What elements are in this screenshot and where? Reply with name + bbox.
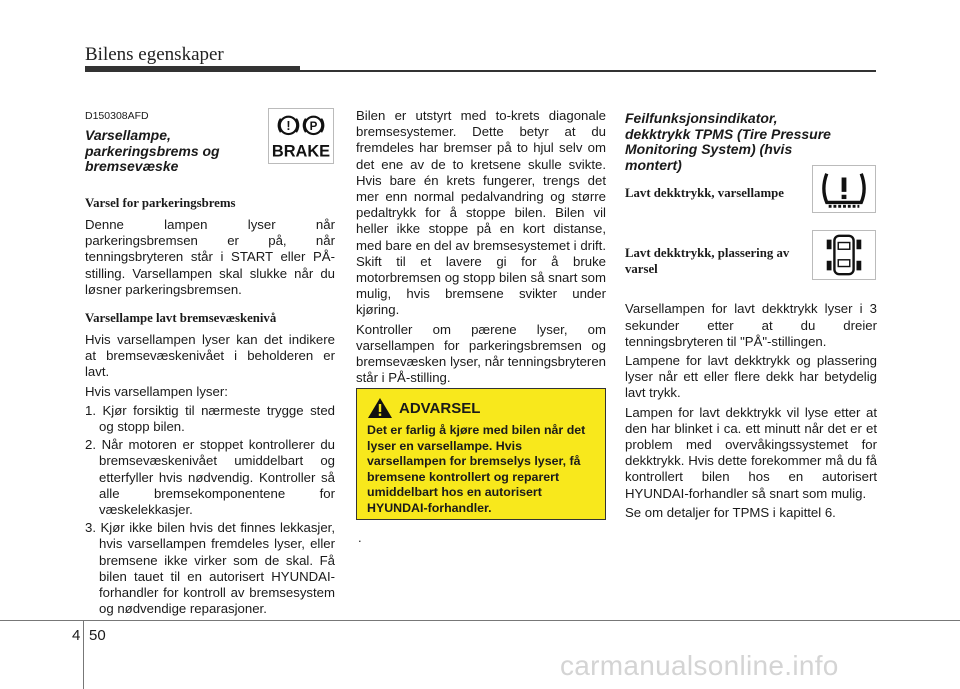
watermark: carmanualsonline.info — [560, 650, 839, 681]
page-header-title: Bilens egenskaper — [85, 44, 224, 65]
column-1 — [85, 108, 335, 619]
stray-dot: . — [358, 530, 362, 545]
paragraph: Se om detaljer for TPMS i kapittel 6. — [625, 504, 836, 520]
paragraph: Lampen for lavt dekktrykk vil lyse etter at den har blinket i ca. ett minutt når det er et problem med overvåkingssystemet for dekktrykk. Hvis dette forekommer må du få kontrollert bilen hos en autorisert HYUNDAI-forhandler så snart som mulig. — [625, 404, 877, 501]
svg-text:P: P — [309, 121, 318, 134]
paragraph: Bilen er utstyrt med to-krets diagonale bremsesystemer. Dette betyr at du fremdeles har bremser på to hjul selv om det ene av de to kretsene skulle svikte. Hvis bare én krets fungerer, trengs det mer enn normal pedalvandring og større pedaltrykk for å stoppe bilen. Bilen vil heller ikke stoppe på en kort distanse, med bare en del av bremsesystemet i drift. Skift til et lavere gi for å bruke motorbremsen og stopp bilen så snart som mulig, hvis bremsene svikter under kjøring. — [356, 108, 606, 318]
paragraph: Varsellampen for lavt dekktrykk lyser i 3 sekunder etter at du dreier tenningsbryteren til "PÅ"-stillingen. — [625, 301, 877, 349]
header-rule-thick — [85, 66, 300, 72]
chapter-number: 4 — [72, 627, 81, 644]
page-number: 50 — [89, 627, 106, 644]
tpms-position-icon — [812, 230, 876, 280]
subheading-brake-fluid: Varsellampe lavt bremsevæskenivå — [85, 311, 277, 325]
brake-icon-label: BRAKE — [271, 142, 331, 161]
section-code: D150308AFD — [85, 110, 149, 122]
paragraph: Hvis varsellampen lyser kan det indikere at bremsevæskenivået i beholderen er lavt. — [85, 332, 335, 380]
warning-text: Det er farlig å kjøre med bilen når det lyser en varsellampe. Hvis varsellampen for bremselys lyser, få bremsene kontrollert og reparert umiddelbart hos en autorisert HYUNDAI-forhandler. — [367, 423, 586, 515]
subheading-low-pressure-position: Lavt dekktrykk, plassering av varsel — [625, 246, 790, 277]
list-item: 3. Kjør ikke bilen hvis det finnes lekkasjer, hvis varsellampen fremdeles lyser, eller bremsene ikke virker som de skal. Få bilen tauet til en autorisert HYUNDAI-forhandler for kontroll av bremsesystem og nødvendige reparasjoner. — [85, 520, 335, 617]
footer-rule — [0, 620, 960, 621]
footer-divider — [83, 620, 84, 689]
warning-title: ADVARSEL — [399, 399, 481, 417]
paragraph: Denne lampen lyser når parkeringsbremsen er på, når tenningsbryteren står i START eller PÅ-stilling. Varsellampen skal slukke når du løsner parkeringsbremsen. — [85, 216, 335, 297]
paragraph: Lampene for lavt dekktrykk og plassering lyser når ett eller flere dekk har betydelig lavt trykk. — [625, 352, 877, 401]
paragraph: Kontroller om pærene lyser, om varsellampen for parkeringsbremsen og bremsevæsken lyser, når tenningsbryteren står i PÅ-stilling. — [356, 321, 606, 386]
subheading-low-pressure-lamp: Lavt dekktrykk, varsellampe — [625, 186, 784, 201]
list-item: 1. Kjør forsiktig til nærmeste trygge sted og stopp bilen. — [85, 402, 335, 435]
section-heading: Varsellampe, parkeringsbrems og bremsevæske — [85, 127, 220, 175]
column-2 — [356, 108, 606, 389]
header-rule-thin — [300, 70, 876, 72]
tpms-heading: Feilfunksjonsindikator, dekktrykk TPMS (Tire Pressure Monitoring System) (hvis montert) — [625, 110, 831, 173]
list-item: 2. Når motoren er stoppet kontrollerer du bremsevæskenivået umiddelbart og etterfyller hvis nødvendig. Kontroller så alle bremsekomponentene for væskelekkasjer. — [85, 437, 335, 518]
warning-triangle-icon — [367, 397, 393, 419]
tpms-low-pressure-icon — [812, 165, 876, 213]
paragraph: Hvis varsellampen lyser: — [85, 383, 228, 399]
subheading-parking-brake: Varsel for parkeringsbrems — [85, 195, 236, 210]
warning-box — [356, 388, 606, 520]
svg-text:!: ! — [286, 119, 291, 134]
